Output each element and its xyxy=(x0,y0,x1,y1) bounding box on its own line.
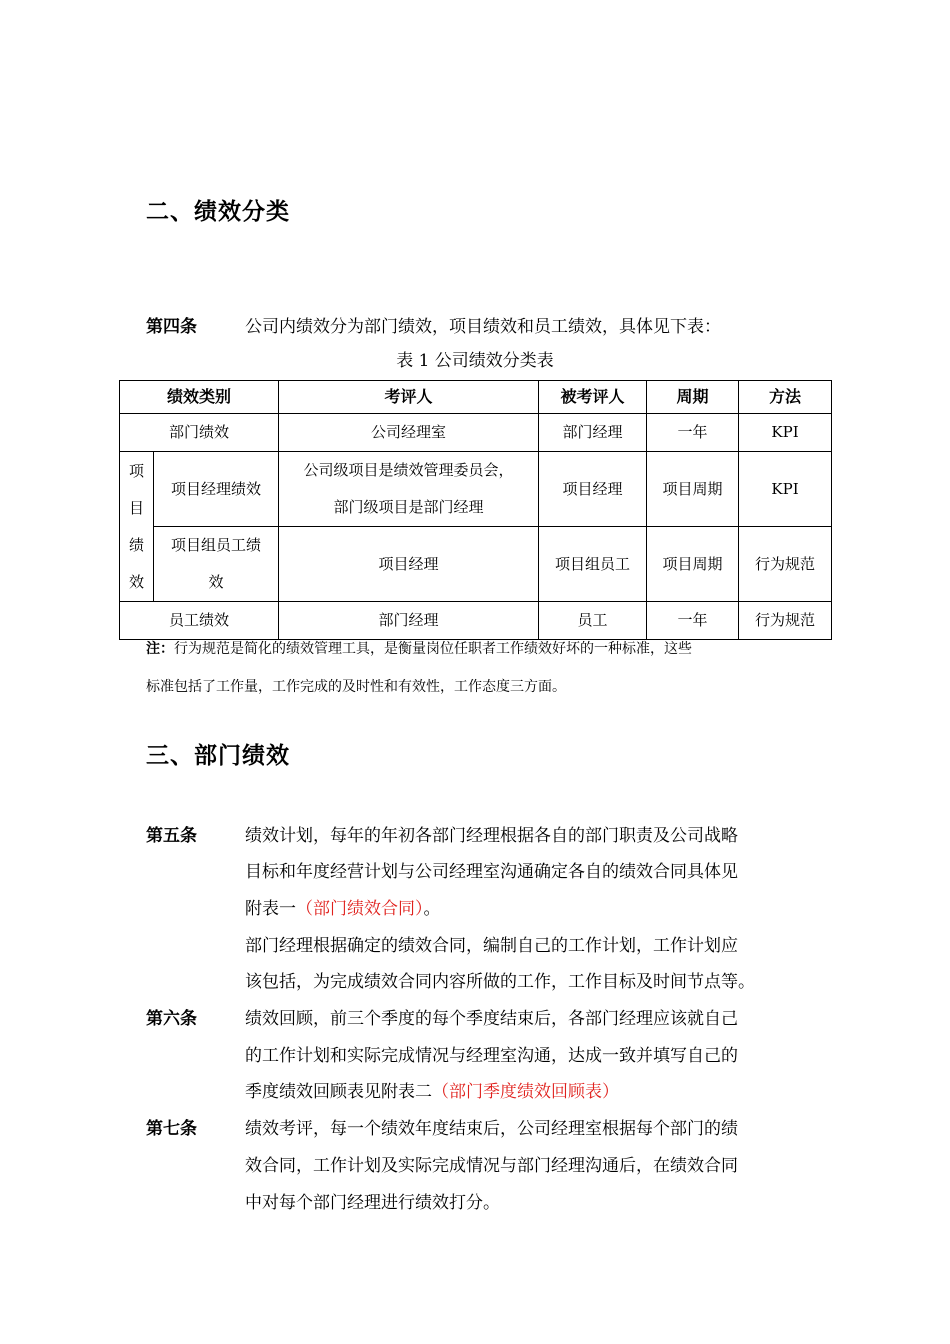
table-note xyxy=(146,638,692,658)
article-7-line-2: 效合同，工作计划及实际完成情况与部门经理沟通后，在绩效合同 xyxy=(245,1156,738,1176)
cell-method: KPI xyxy=(739,452,832,527)
note-line-1: 行为规范是简化的绩效管理工具，是衡量岗位任职者工作绩效好坏的一种标准，这些 xyxy=(174,641,692,657)
header-evaluatee: 被考评人 xyxy=(539,381,647,414)
article-5-line-5: 该包括，为完成绩效合同内容所做的工作，工作目标及时间节点等。 xyxy=(245,972,755,992)
cell-cycle: 一年 xyxy=(647,602,739,640)
article-7-label: 第七条 xyxy=(146,1119,197,1139)
article-6-line-1: 绩效回顾，前三个季度的每个季度结束后，各部门经理应该就自己 xyxy=(245,1009,738,1029)
cell-category: 项目组员工绩 效 xyxy=(154,527,279,602)
article-5-line-3: 附表一（部门绩效合同）。 xyxy=(245,899,441,919)
article-5-line-2: 目标和年度经营计划与公司经理室沟通确定各自的绩效合同具体见 xyxy=(245,862,738,882)
cell-evaluator: 公司经理室 xyxy=(279,414,539,452)
header-method: 方法 xyxy=(739,381,832,414)
cell-cycle: 项目周期 xyxy=(647,452,739,527)
article-6-line-3: 季度绩效回顾表见附表二（部门季度绩效回顾表） xyxy=(245,1082,619,1102)
cell-evaluator: 项目经理 xyxy=(279,527,539,602)
cell-category: 项目经理绩效 xyxy=(154,452,279,527)
link-quarterly-review-form[interactable]: （部门季度绩效回顾表） xyxy=(432,1082,619,1102)
header-cycle: 周期 xyxy=(647,381,739,414)
table-row xyxy=(120,452,832,527)
header-category: 绩效类别 xyxy=(120,381,279,414)
cell-evaluatee: 部门经理 xyxy=(539,414,647,452)
article-6-label: 第六条 xyxy=(146,1009,197,1029)
cell-category: 员工绩效 xyxy=(120,602,279,640)
header-evaluator: 考评人 xyxy=(279,381,539,414)
cell-evaluatee: 项目经理 xyxy=(539,452,647,527)
section-heading-performance-classification: 二、绩效分类 xyxy=(146,199,290,225)
article-7-line-1: 绩效考评，每一个绩效年度结束后，公司经理室根据每个部门的绩 xyxy=(245,1119,738,1139)
cell-evaluator: 公司级项目是绩效管理委员会， 部门级项目是部门经理 xyxy=(279,452,539,527)
table-caption: 表 1 公司绩效分类表 xyxy=(396,351,554,371)
article-5-line-4: 部门经理根据确定的绩效合同，编制自己的工作计划，工作计划应 xyxy=(245,936,738,956)
cell-evaluator: 部门经理 xyxy=(279,602,539,640)
note-label: 注： xyxy=(146,641,174,657)
section-heading-department-performance: 三、部门绩效 xyxy=(146,743,290,769)
cell-category: 部门绩效 xyxy=(120,414,279,452)
cell-method: KPI xyxy=(739,414,832,452)
article-4-text: 公司内绩效分为部门绩效，项目绩效和员工绩效，具体见下表： xyxy=(245,317,721,337)
cell-cycle: 一年 xyxy=(647,414,739,452)
table-row xyxy=(120,414,832,452)
table-row xyxy=(120,602,832,640)
article-4-label: 第四条 xyxy=(146,317,197,337)
cell-method: 行为规范 xyxy=(739,527,832,602)
article-6-line-2: 的工作计划和实际完成情况与经理室沟通，达成一致并填写自己的 xyxy=(245,1046,738,1066)
link-department-performance-contract[interactable]: （部门绩效合同） xyxy=(296,899,424,919)
performance-classification-table xyxy=(119,380,832,640)
cell-method: 行为规范 xyxy=(739,602,832,640)
table-note-line-2: 标准包括了工作量，工作完成的及时性和有效性，工作态度三方面。 xyxy=(146,679,566,695)
cell-cycle: 项目周期 xyxy=(647,527,739,602)
table-header-row xyxy=(120,381,832,414)
article-5-line-1: 绩效计划，每年的年初各部门经理根据各自的部门职责及公司战略 xyxy=(245,826,738,846)
cell-project-group-label: 项 目 绩 效 xyxy=(120,452,154,602)
article-5-label: 第五条 xyxy=(146,826,197,846)
cell-evaluatee: 员工 xyxy=(539,602,647,640)
table-row xyxy=(120,527,832,602)
cell-evaluatee: 项目组员工 xyxy=(539,527,647,602)
article-7-line-3: 中对每个部门经理进行绩效打分。 xyxy=(245,1193,500,1213)
